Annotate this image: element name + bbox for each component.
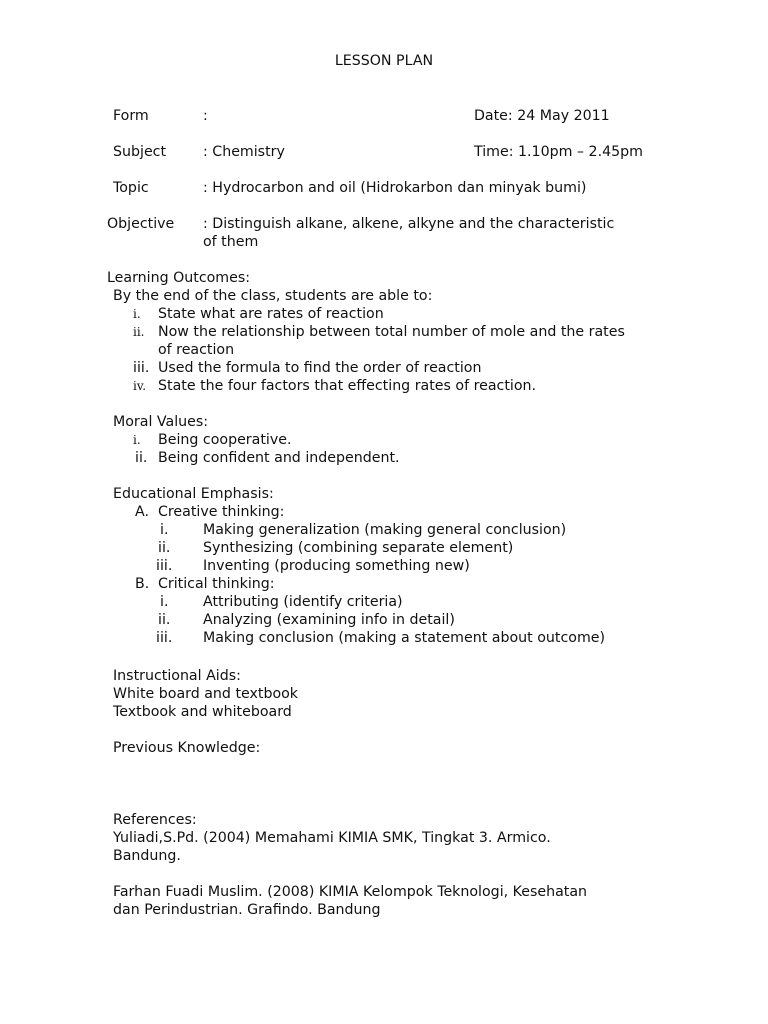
emphasis-item-number: i. xyxy=(160,594,169,610)
outcome-number: ii. xyxy=(133,325,145,339)
subject-value: : Chemistry xyxy=(203,144,285,160)
emphasis-item-number: ii. xyxy=(158,540,171,556)
previous-knowledge-heading: Previous Knowledge: xyxy=(113,740,261,756)
emphasis-item-number: iii. xyxy=(156,558,173,574)
emphasis-item-text: Making generalization (making general conclusion) xyxy=(203,522,567,538)
outcome-text: State the four factors that effecting rates of reaction. xyxy=(158,378,537,394)
objective-label: Objective xyxy=(107,216,175,232)
emphasis-item-text: Analyzing (examining info in detail) xyxy=(203,612,455,628)
page-title: LESSON PLAN xyxy=(334,53,434,69)
time-text: Time: 1.10pm – 2.45pm xyxy=(474,144,643,160)
emphasis-item-number: iii. xyxy=(156,630,173,646)
outcome-text: Used the formula to find the order of reaction xyxy=(158,360,482,376)
outcome-number: iii. xyxy=(133,360,150,376)
reference-line: Yuliadi,S.Pd. (2004) Memahami KIMIA SMK, Tingkat 3. Armico. xyxy=(113,830,551,846)
form-label: Form xyxy=(113,108,149,124)
objective-value-line2: of them xyxy=(203,234,259,250)
learning-outcomes-intro: By the end of the class, students are able to: xyxy=(113,288,433,304)
moral-values-heading: Moral Values: xyxy=(113,414,209,430)
emphasis-item-text: Inventing (producing something new) xyxy=(203,558,470,574)
topic-label: Topic xyxy=(113,180,149,196)
emphasis-item-number: ii. xyxy=(158,612,171,628)
instructional-aids-heading: Instructional Aids: xyxy=(113,668,241,684)
form-value: : xyxy=(203,108,208,124)
outcome-number: i. xyxy=(133,307,141,321)
educational-emphasis-heading: Educational Emphasis: xyxy=(113,486,274,502)
moral-value-text: Being cooperative. xyxy=(158,432,292,448)
emphasis-item-text: Synthesizing (combining separate element) xyxy=(203,540,514,556)
subject-label: Subject xyxy=(113,144,167,160)
emphasis-item-text: Attributing (identify criteria) xyxy=(203,594,403,610)
learning-outcomes-heading: Learning Outcomes: xyxy=(107,270,251,286)
instructional-aid-line: Textbook and whiteboard xyxy=(113,704,292,720)
reference-line: Bandung. xyxy=(113,848,181,864)
outcome-text: State what are rates of reaction xyxy=(158,306,384,322)
outcome-text: Now the relationship between total number of mole and the rates xyxy=(158,324,625,340)
emphasis-group-letter: A. xyxy=(135,504,149,520)
outcome-text: of reaction xyxy=(158,342,235,358)
topic-value: : Hydrocarbon and oil (Hidrokarbon dan minyak bumi) xyxy=(203,180,587,196)
moral-value-number: ii. xyxy=(135,450,148,466)
date-text: Date: 24 May 2011 xyxy=(474,108,610,124)
reference-line: dan Perindustrian. Grafindo. Bandung xyxy=(113,902,381,918)
instructional-aid-line: White board and textbook xyxy=(113,686,299,702)
reference-line: Farhan Fuadi Muslim. (2008) KIMIA Kelompok Teknologi, Kesehatan xyxy=(113,884,588,900)
emphasis-group-letter: B. xyxy=(135,576,150,592)
moral-value-number: i. xyxy=(133,433,141,447)
emphasis-group-label: Creative thinking: xyxy=(158,504,285,520)
objective-value-line1: : Distinguish alkane, alkene, alkyne and the characteristic xyxy=(203,216,615,232)
emphasis-group-label: Critical thinking: xyxy=(158,576,275,592)
emphasis-item-text: Making conclusion (making a statement about outcome) xyxy=(203,630,606,646)
references-heading: References: xyxy=(113,812,197,828)
outcome-number: iv. xyxy=(133,379,147,393)
moral-value-text: Being confident and independent. xyxy=(158,450,400,466)
emphasis-item-number: i. xyxy=(160,522,169,538)
